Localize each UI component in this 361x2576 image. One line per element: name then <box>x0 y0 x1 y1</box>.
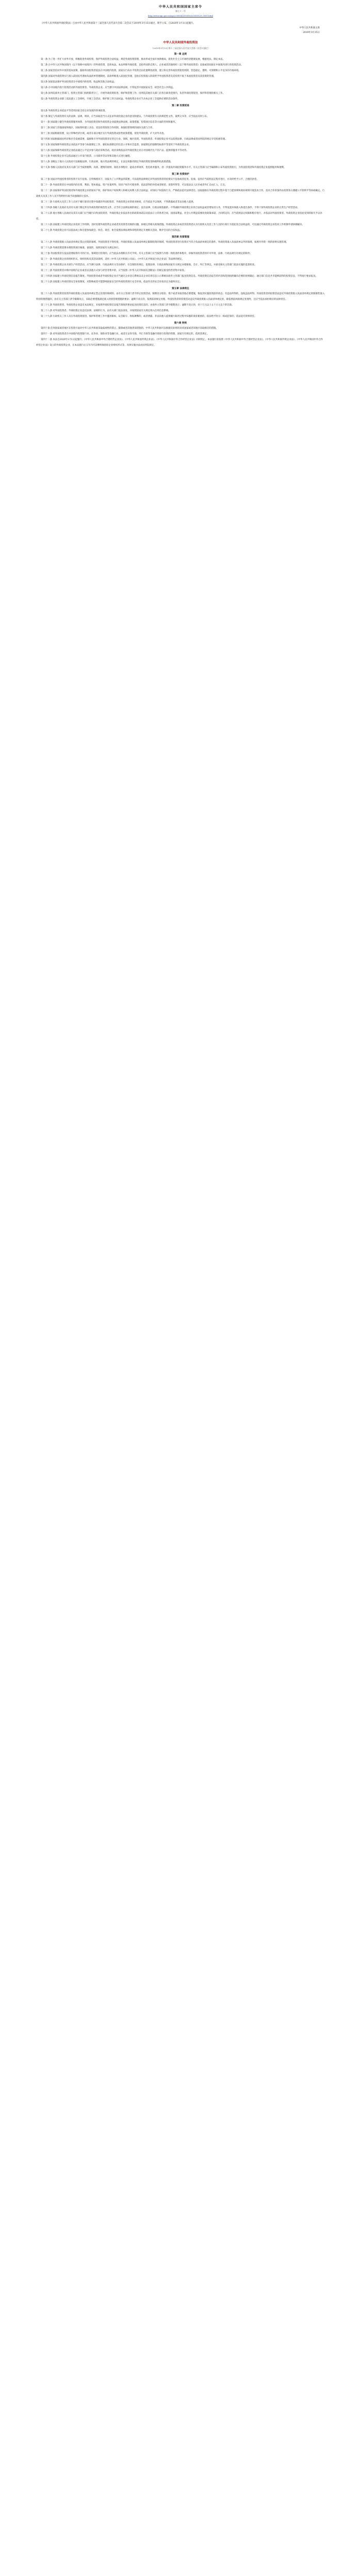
article-paragraph: 第四十一条 对外国投资者在中国境内投资银行业、证券业、保险业等金融行业，或者在证券市场、外汇市场等金融市场进行投资的管理，国家另有规定的，依照其规定。 <box>41 333 209 335</box>
article-paragraph: 第二十三条 行政机关及其工作人员对于履行职责过程中知悉的外国投资者、外商投资企业的商业秘密，应当依法予以保密，不得泄露或者非法向他人提供。 <box>41 201 195 204</box>
article-paragraph: 第四十条 任何国家或者地区在投资方面对中华人民共和国采取歧视性的禁止、限制或者其他类似措施的，中华人民共和国可以根据实际情况对该国家或者该地区采取相应的措施。 <box>41 327 218 330</box>
article-paragraph: 第十条 制定与外商投资有关的法律、法规、规章，应当采取适当方式征求外商投资企业的意见和建议。与外商投资有关的规范性文件、裁判文书等，应当依法及时公布。 <box>41 115 209 118</box>
article-paragraph: 第十四条 国家根据国民经济和社会发展需要，鼓励和引导外国投资者在特定行业、领域、地区投资。外国投资者、外商投资企业可以依照法律、行政法规或者国务院的规定享受优惠待遇。 <box>41 138 227 141</box>
chapter-title: 第二章 投资促进 <box>172 105 189 107</box>
article-paragraph: 第三十七条 外国投资者、外商投资企业违反本法规定，未按照外商投资信息报告制度的要求报送投资信息的，由商务主管部门责令限期改正；逾期不改正的，处十万元以上五十万元以下的罚款。 <box>41 304 234 307</box>
article-paragraph: 第三十二条 外商投资企业开展生产经营活动，应当遵守法律、行政法规有关劳动保护、社会保险的规定，依照法律、行政法规和国家有关规定办理税收、会计、外汇等事宜，并接受相关主管部门依法实施的监督检查。 <box>41 264 257 266</box>
document-page <box>36 0 325 348</box>
article-paragraph: 第三十六条 外国投资者投资外商投资准入负面清单规定禁止投资的领域的，由有关主管部门责令停止投资活动，限期处分股份、资产或者采取其他必要措施，恢复到实施投资前的状态；有违法所得的，没收违法所得。外国投资者的投资活动违反外商投资准入负面清单规定的限制性准入特别管理措施的，由有关主管部门责令限期改正，采取必要措施满足准入特别管理措施的要求；逾期不改正的，依照前款规定处理。外国投资者的投资活动违反外商投资准入负面清单规定的，除依照前两款规定处理外，还应当依法承担相应的法律责任。 <box>36 293 325 301</box>
article-paragraph: 第十三条 国家根据需要，设立特殊经济区域，或者在部分地区实行外商投资试验性政策措施，促进外商投资，扩大对外开放。 <box>41 132 166 135</box>
announcement-body: 《中华人民共和国外商投资法》已由中华人民共和国第十三届全国人民代表大会第二次会议于2019年3月15日通过，现予公布，自2020年1月1日起施行。 <box>41 22 195 25</box>
article-paragraph: 第十五条 国家保障外商投资企业依法平等参与标准制定工作，强化标准制定的信息公开和社会监督。国家制定的强制性标准平等适用于外商投资企业。 <box>41 144 191 146</box>
chapter-title: 第四章 投资管理 <box>172 236 189 239</box>
law-body <box>36 53 325 348</box>
document-header-title: 中华人民共和国国家主席令 <box>158 5 202 9</box>
article-paragraph: 第二十一条 外国投资者在中国境内的出资、利润、资本收益、资产处置所得、知识产权许可使用费、依法获得的补偿或者赔偿、清算所得等，可以依法以人民币或者外汇自由汇入、汇出。 <box>41 184 227 187</box>
article-paragraph: 第四十二条 本法自2020年1月1日起施行。《中华人民共和国中外合资经营企业法》、《中华人民共和国外资企业法》、《中华人民共和国中外合作经营企业法》同时废止。本法施行前依照《中华人民共和国中外合资经营企业法》、《中华人民共和国外资企业法》、《中华人民共和国中外合作经营企业法》设立的外商投资企业，在本法施行后五年内可以继续保留原企业组织形式等。具体实施办法由国务院规定。 <box>36 338 323 347</box>
article-paragraph: 第二十二条 国家保护外国投资者和外商投资企业的知识产权，保护知识产权权利人和相关权利人的合法权益；对知识产权侵权行为，严格依法追究法律责任。国家鼓励在外商投资过程中基于自愿原则和商业规则开展技术合作。技术合作的条件由投资各方遵循公平原则平等协商确定。行政机关及其工作人员不得利用行政手段强制转让技术。 <box>36 190 325 198</box>
article-paragraph: 第十六条 国家保障外商投资企业依法通过公平竞争参与政府采购活动。政府采购依法对外商投资企业在中国境内生产的产品、提供的服务平等对待。 <box>41 149 189 152</box>
article-paragraph: 第二条 在中华人民共和国境内（以下简称中国境内）的外商投资，适用本法。本法所称外商投资，是指外国的自然人、企业或者其他组织（以下称外国投资者）直接或者间接在中国境内进行的投资活动。 <box>41 64 243 66</box>
law-adoption-note: （2019年3月15日第十三届全国人民代表大会第二次会议通过） <box>151 47 210 49</box>
article-paragraph: 第二十四条 各级人民政府及其有关部门制定涉及外商投资的规范性文件，应当符合法律法规的规定；没有法律、行政法规依据的，不得减损外商投资企业的合法权益或者增加其义务，不得设置市场准入和退出条件，不得干预外商投资企业的正常生产经营活动。 <box>41 207 300 209</box>
article-paragraph: 第三十五条 国家建立外商投资安全审查制度，对影响或者可能影响国家安全的外商投资进行安全审查。依法作出的安全审查决定为最终决定。 <box>41 281 182 283</box>
article-paragraph: 第六条 在中国境内进行投资活动的外国投资者、外商投资企业，应当遵守中国法律法规，不得危害中国国家安全、损害社会公共利益。 <box>41 87 175 89</box>
article-paragraph: 第十一条 国家建立健全外商投资服务体系，为外国投资者和外商投资企业提供法律法规、政策措施、投资项目信息等方面的咨询和服务。 <box>41 121 177 124</box>
document-number: 第七十一号 <box>175 10 186 12</box>
chapter-title: 第五章 法律责任 <box>172 287 189 290</box>
article-paragraph: 第二十六条 国家建立外商投资企业投诉工作机制，及时处理外商投资企业或者其投资者反映的问题，协调完善相关政策措施。外商投资企业或者其投资者认为行政机关及其工作人员的行政行为侵犯其合法权益的，可以通过外商投资企业投诉工作机制申请协调解决。 <box>41 224 304 226</box>
article-paragraph: 第二十九条 外商投资需要办理投资项目核准、备案的，按照国家有关规定执行。 <box>41 247 121 249</box>
article-paragraph: 第九条 外商投资企业依法平等适用国家支持企业发展的各项政策。 <box>41 110 107 112</box>
law-title: 中华人民共和国外商投资法 <box>163 41 198 44</box>
article-paragraph: 第二十条 国家对外国投资者的投资不实行征收。在特殊情况下，国家为了公共利益的需要，可以依照法律规定对外国投资者的投资实行征收或者征用。征收、征用应当依照法定程序进行，并及时给予公平、合理的补偿。 <box>41 178 259 181</box>
article-paragraph: 第十九条 各级人民政府及其有关部门应当按照便利、高效、透明的原则，简化办事程序，提高办事效率，优化政务服务，进一步提高外商投资服务水平。有关主管部门应当编制和公布外商投资指引，为外国投资者和外商投资企业提供服务和便利。 <box>41 166 286 169</box>
article-paragraph: 第三十九条 行政机关工作人员在外商投资促进、保护和管理工作中滥用职权、玩忽职守、徇私舞弊的，或者泄露、非法向他人提供履行职责过程中知悉的商业秘密的，依法给予处分；构成犯罪的，依法追究刑事责任。 <box>41 315 257 318</box>
article-paragraph: 第三十四条 国家建立外商投资信息报告制度。外国投资者或者外商投资企业应当通过企业登记系统以及企业信用信息公示系统向商务主管部门报送投资信息。外商投资信息报告的内容和范围按照确有必要的原则确定；通过部门信息共享能够获得的投资信息，不得再行要求报送。 <box>41 275 318 278</box>
article-paragraph: 第四条 国家对外商投资实行准入前国民待遇加负面清单管理制度。前款所称准入前国民待遇，是指在投资准入阶段给予外国投资者及其投资不低于本国投资者及其投资的待遇。 <box>41 75 216 78</box>
chapter-title: 第六章 附则 <box>174 322 187 325</box>
article-paragraph: 第二十七条 外商投资企业可以依法成立和自愿参加商会、协会。商会、协会依照法律法规和章程的规定开展相关活动，维护会员的合法权益。 <box>41 229 182 232</box>
article-paragraph: 第一条 为了进一步扩大对外开放，积极促进外商投资，保护外商投资合法权益，规范外商投资管理，推动形成全面开放新格局，促进社会主义市场经济健康发展，根据宪法，制定本法。 <box>41 58 225 61</box>
article-paragraph: 第八条 外商投资企业职工依法建立工会组织，开展工会活动，维护职工的合法权益。外商投资企业应当为本企业工会提供必要的活动条件。 <box>41 98 180 100</box>
article-paragraph: 第三条 国家坚持对外开放的基本国策，鼓励外国投资者依法在中国境内投资。国家实行高水平投资自由化便利化政策，建立和完善外商投资促进机制，营造稳定、透明、可预期和公平竞争的市场环境。 <box>41 70 241 72</box>
article-paragraph: 第五条 国家依法保护外国投资者在中国境内的投资、收益和其他合法权益。 <box>41 81 117 83</box>
article-paragraph: 第三十条 外国投资者在依法需要取得许可的行业、领域进行投资的，应当依法办理相关许可手续。有关主管部门应当按照与内资一致的条件和程序，审核外国投资者的许可申请，法律、行政法规另有规定的除外。 <box>41 252 252 255</box>
article-paragraph: 第十八条 县级以上地方人民政府可以根据法律、行政法规、地方性法规的规定，在法定权限内制定外商投资促进和便利化政策措施。 <box>41 161 173 163</box>
article-paragraph: 第十二条 国家与其他国家和地区、国际组织建立多边、双边投资促进合作机制，加强投资领域的国际交流与合作。 <box>41 127 155 129</box>
chapter-title: 第三章 投资保护 <box>172 173 189 176</box>
announcement-signer: 中华人民共和国主席 <box>299 27 320 29</box>
article-paragraph: 第三十八条 对外国投资者、外商投资企业违反法律、法规的行为，由有关部门依法查处，并按照国家有关规定纳入信用信息系统。 <box>41 310 171 312</box>
chapter-title: 第一章 总则 <box>174 53 187 56</box>
article-paragraph: 第十七条 外商投资企业可以依法通过公开发行股票、公司债券等证券和其他方式进行融资。 <box>41 155 133 158</box>
announcement-date: 2019年3月15日 <box>303 31 320 34</box>
article-paragraph: 第七条 国务院商务主管部门、投资主管部门按照职责分工，开展外商投资促进、保护和管理工作；国务院其他有关部门在各自职责范围内，负责外商投资促进、保护和管理的相关工作。 <box>41 92 225 95</box>
article-paragraph: 第三十三条 外国投资者并购中国境内企业或者以其他方式参与经营者集中的，应当依照《中华人民共和国反垄断法》的规定接受经营者集中审查。 <box>41 269 187 272</box>
source-link[interactable]: http://www.npc.gov.cn/npc/c30834/201810/t20181029_0001.html <box>148 14 213 17</box>
article-paragraph: 第二十八条 外商投资准入负面清单规定禁止投资的领域，外国投资者不得投资。外商投资准入负面清单规定限制投资的领域，外国投资者进行投资应当符合负面清单规定的条件。外商投资准入负面清单以外的领域，按照内外资一致的原则实施管理。 <box>41 241 288 244</box>
article-paragraph: 第二十五条 地方各级人民政府及其有关部门应当履行向外国投资者、外商投资企业依法作出的政策承诺以及依法订立的各类合同。因国家利益、社会公共利益需要改变政策承诺、合同约定的，应当依照法定权限和程序进行，并依法对外国投资者、外商投资企业因此受到的损失予以补偿。 <box>36 212 322 221</box>
article-paragraph: 第三十一条 外商投资企业的组织形式、组织机构及其活动准则，适用《中华人民共和国公司法》、《中华人民共和国合伙企业法》等法律的规定。 <box>41 258 185 261</box>
